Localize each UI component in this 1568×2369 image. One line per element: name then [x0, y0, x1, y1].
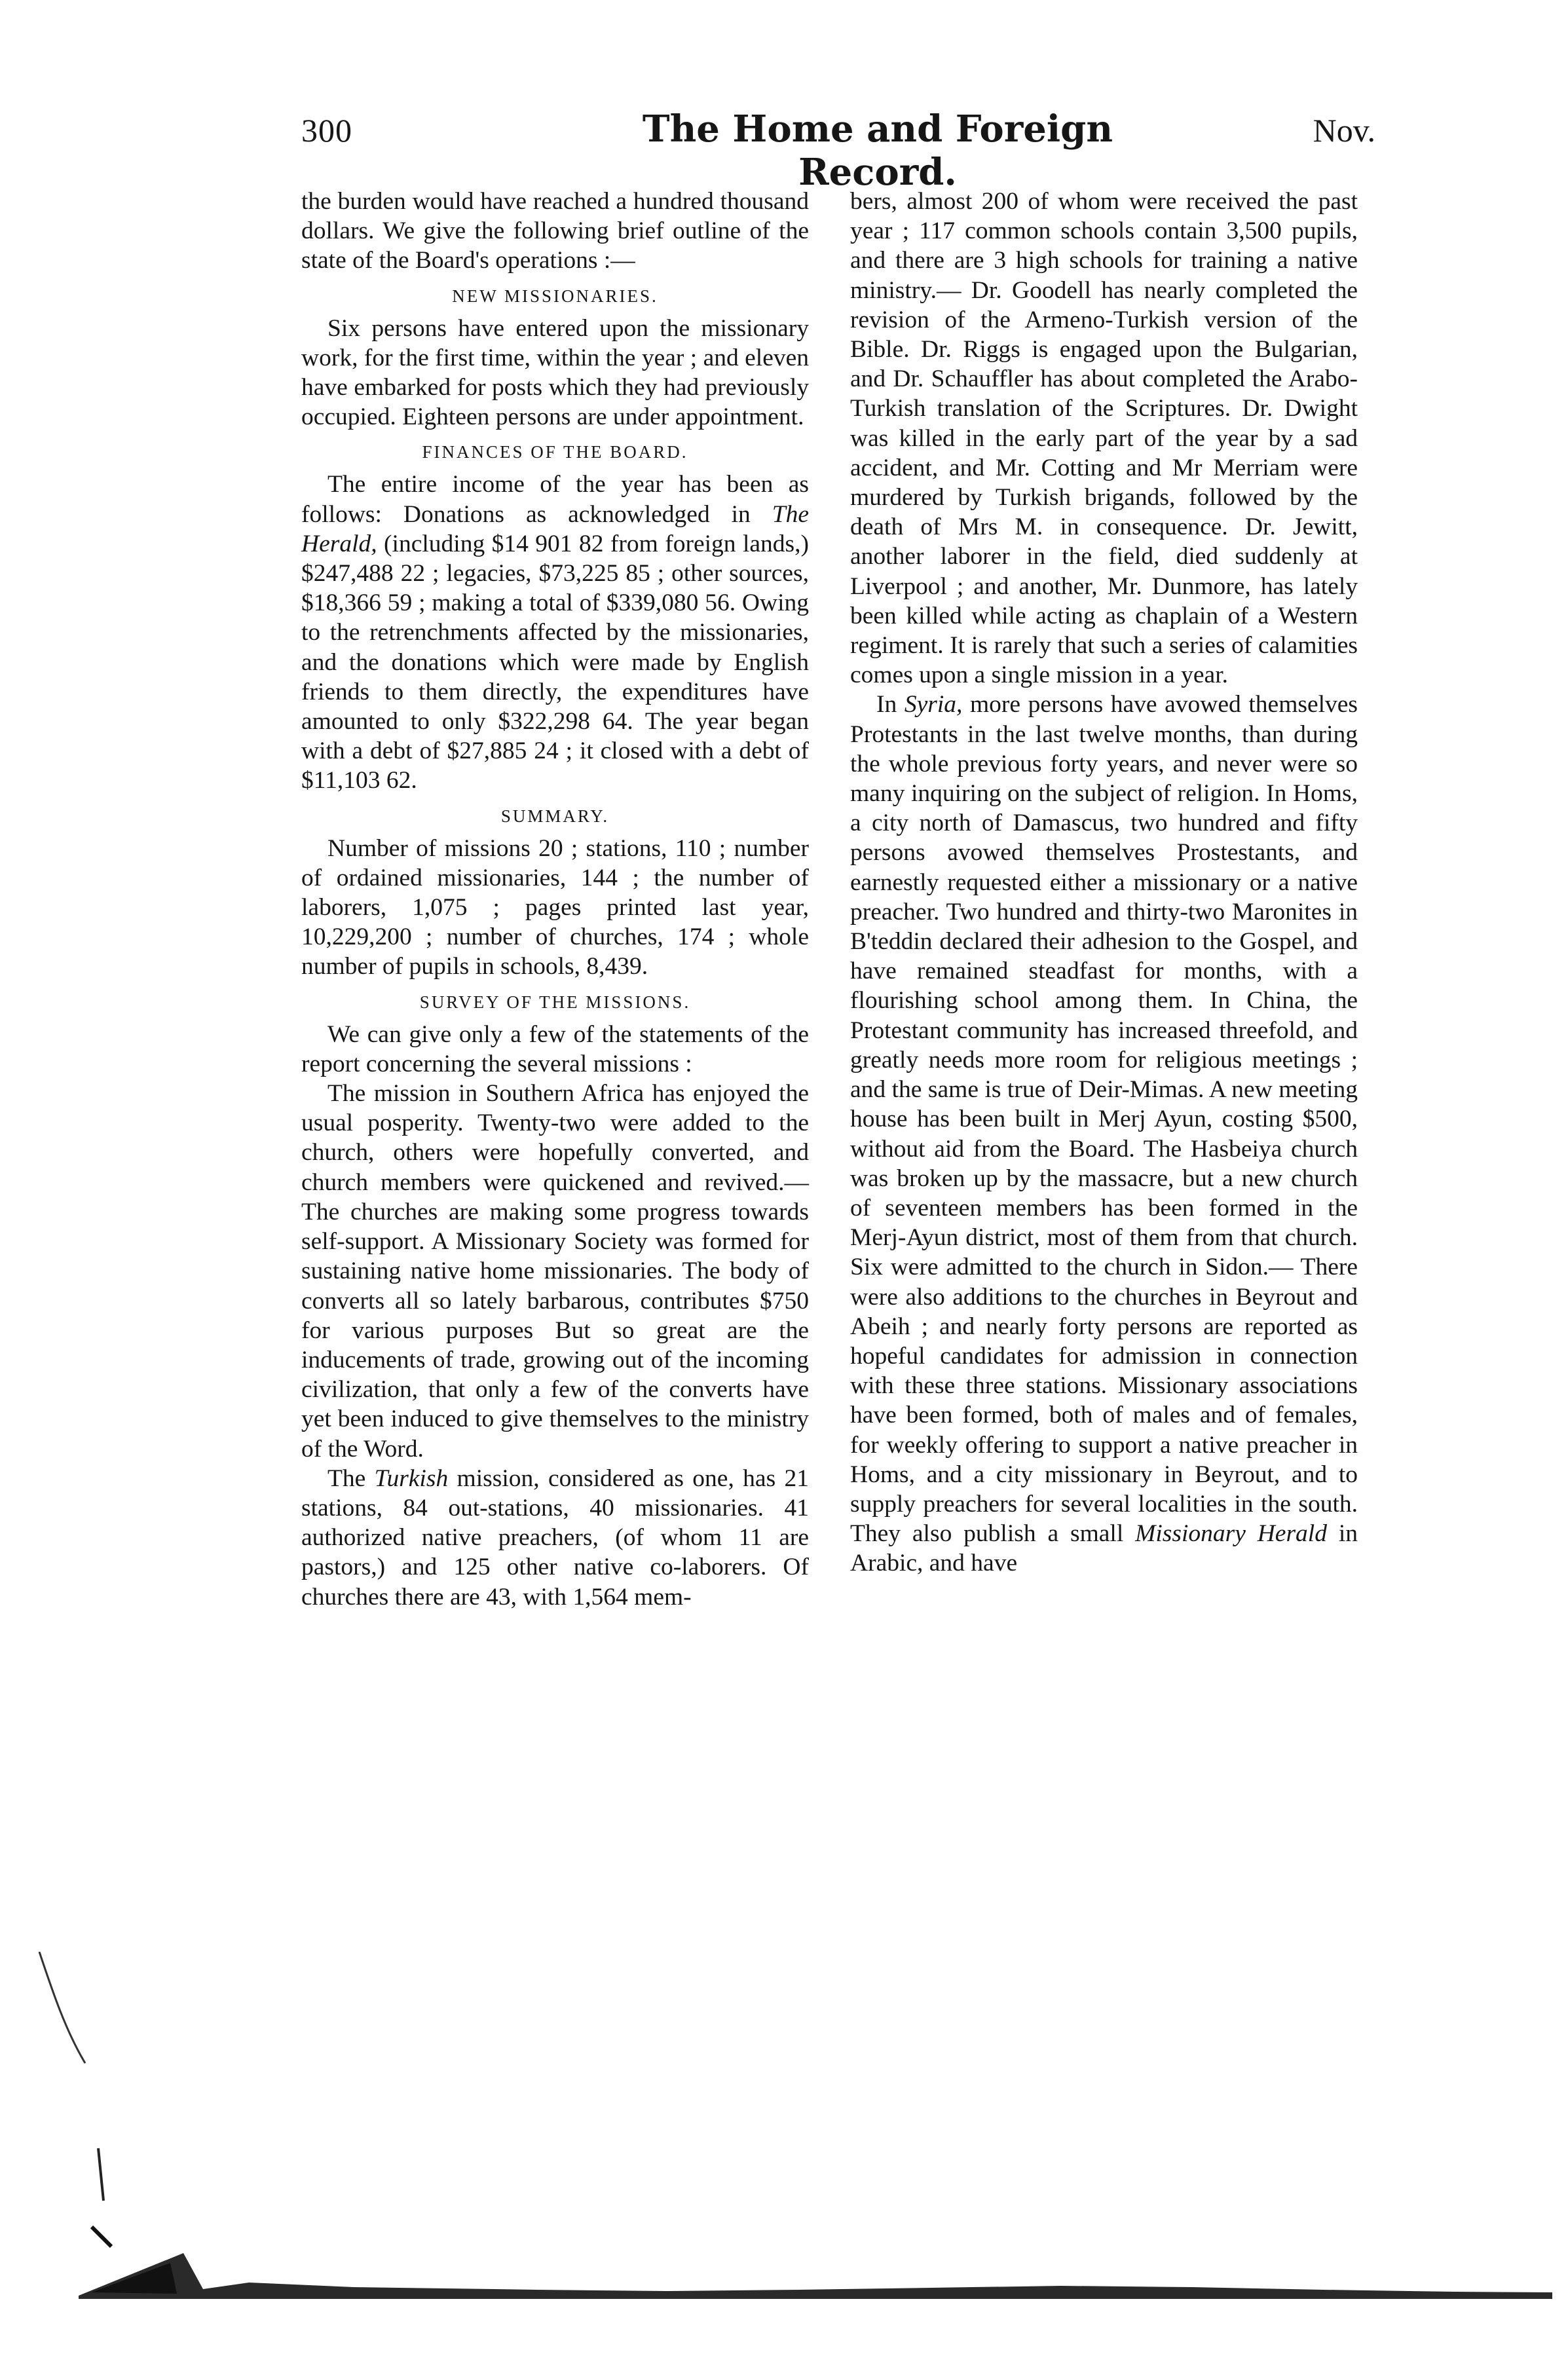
section-heading-summary: SUMMARY. — [500, 806, 610, 826]
right-column — [850, 187, 1358, 1578]
left-column — [301, 187, 809, 1612]
issue-month: Nov. — [1313, 112, 1375, 149]
journal-title: The Home and Foreign Record. — [642, 107, 1113, 194]
text-run: more persons have avowed themselves Protestants in the last twelve months, than during the whole previous forty years, and never were so many inquiring on the subject of religion. In Homs, a city north of Damascus, two hundred and fifty persons avowed themselves Prostestants, and earnestly requested either a missionary or a native preacher. Two hundred and thirty-two Maronites in B'teddin declared their adhesion to the Gospel, and have remained steadfast for months, with a flourishing school among them. In China, the Protestant community has increased threefold, and greatly needs more room for religious meetings ; and the same is true of Deir-Mimas. A new meeting house has been built in Merj Ayun, costing $500, without aid from the Board. The Hasbeiya church was broken up by the massacre, but a new church of seventeen members has been formed in the Merj-Ayun district, most of them from that church. Six were admitted to the church in Sidon.— There were also additions to the churches in Beyrout and Abeih ; and nearly forty persons are reported as hopeful candidates for admission in connection with these three stations. Missionary associations have been formed, both of males and of females, for weekly offering to support a native preacher in Homs, and a city missionary in Beyrout, and to supply preachers for several localities in the south. They also publish a small — [850, 691, 1358, 1548]
text-run: In — [876, 691, 905, 718]
page-number: 300 — [301, 112, 352, 149]
running-head — [301, 107, 1375, 194]
italic-run: The Herald, — [301, 500, 809, 557]
scan-edge-shadow — [79, 2227, 1552, 2299]
section-heading-finances: FINANCES OF THE BOARD. — [422, 442, 688, 462]
text-run: (including $14 901 82 from foreign lands,) $247,488 22 ; legacies, $73,225 85 ; other sources, $18,366 59 ; making a total of $339,080 56. Owing to the retrenchments affected by the missionaries, and the donations which were made by English friends to them directly, the expenditures have amounted to only $322,298 64. The year began with a debt of $27,885 24 ; it closed with a debt of $11,103 62. — [301, 530, 809, 794]
paragraph: Six persons have entered upon the missionary work, for the first time, within the year ; and eleven have embarked for posts which they had previously occupied. Eighteen persons are under appointment. — [301, 314, 809, 431]
paragraph: We can give only a few of the statements of the report concerning the several missions : — [301, 1020, 809, 1077]
text-run: The — [327, 1464, 375, 1492]
binding-edge-marks — [26, 1952, 118, 2253]
paragraph-turkish-mission — [301, 1464, 809, 1612]
text-run: mission, considered as one, has 21 stations, 84 out-stations, 40 missionaries. 41 authorized native preachers, (of whom 11 are pastors,) and 125 other native co-laborers. Of churches there are 43, with 1,564 mem- — [301, 1464, 809, 1611]
italic-run: Missionary Herald — [1135, 1520, 1327, 1548]
paragraph: bers, almost 200 of whom were received the past year ; 117 common schools contain 3,500 pupils, and there are 3 high schools for training a native ministry.— Dr. Goodell has nearly completed the revision of the Armeno-Turkish version of the Bible. Dr. Riggs is engaged upon the Bulgarian, and Dr. Schauffler has about completed the Arabo-Turkish translation of the Scriptures. Dr. Dwight was killed in the early part of the year by a sad accident, and Mr. Cotting and Mr Merriam were murdered by Turkish brigands, followed by the death of Mrs M. in consequence. Dr. Jewitt, another laborer in the field, died suddenly at Liverpool ; and another, Mr. Dunmore, has lately been killed while acting as chaplain of a Western regiment. It is rarely that such a series of calamities comes upon a single mission in a year. — [850, 188, 1358, 689]
paragraph-finances — [301, 470, 809, 795]
italic-run: Turkish — [374, 1464, 449, 1492]
paragraph: The mission in Southern Africa has enjoyed the usual posperity. Twenty-two were added to the church, others were hopefully converted, and church members were quickened and revived.— The churches are making some progress towards self-support. A Missionary Society was formed for sustaining native home missionaries. The body of converts all so lately barbarous, contributes $750 for various purposes But so great are the inducements of trade, growing out of the incoming civilization, that only a few of the converts have yet been induced to give themselves to the ministry of the Word. — [301, 1080, 809, 1463]
paragraph: Number of missions 20 ; stations, 110 ; number of ordained missionaries, 144 ; the number of laborers, 1,075 ; pages printed last year, 10,229,200 ; number of churches, 174 ; whole number of pupils in schools, 8,439. — [301, 834, 809, 980]
paragraph: the burden would have reached a hundred thousand dollars. We give the following brief outline of the state of the Board's operations :— — [301, 188, 809, 274]
text-run: The entire income of the year has been as follows: Donations as acknowledged in — [301, 471, 809, 528]
section-heading-new-missionaries: NEW MISSIONARIES. — [452, 286, 658, 306]
section-heading-survey: SURVEY OF THE MISSIONS. — [419, 992, 691, 1012]
italic-run: Syria, — [904, 691, 963, 718]
text-run: in Arabic, and have — [850, 1520, 1358, 1577]
paragraph-syria — [850, 690, 1358, 1578]
